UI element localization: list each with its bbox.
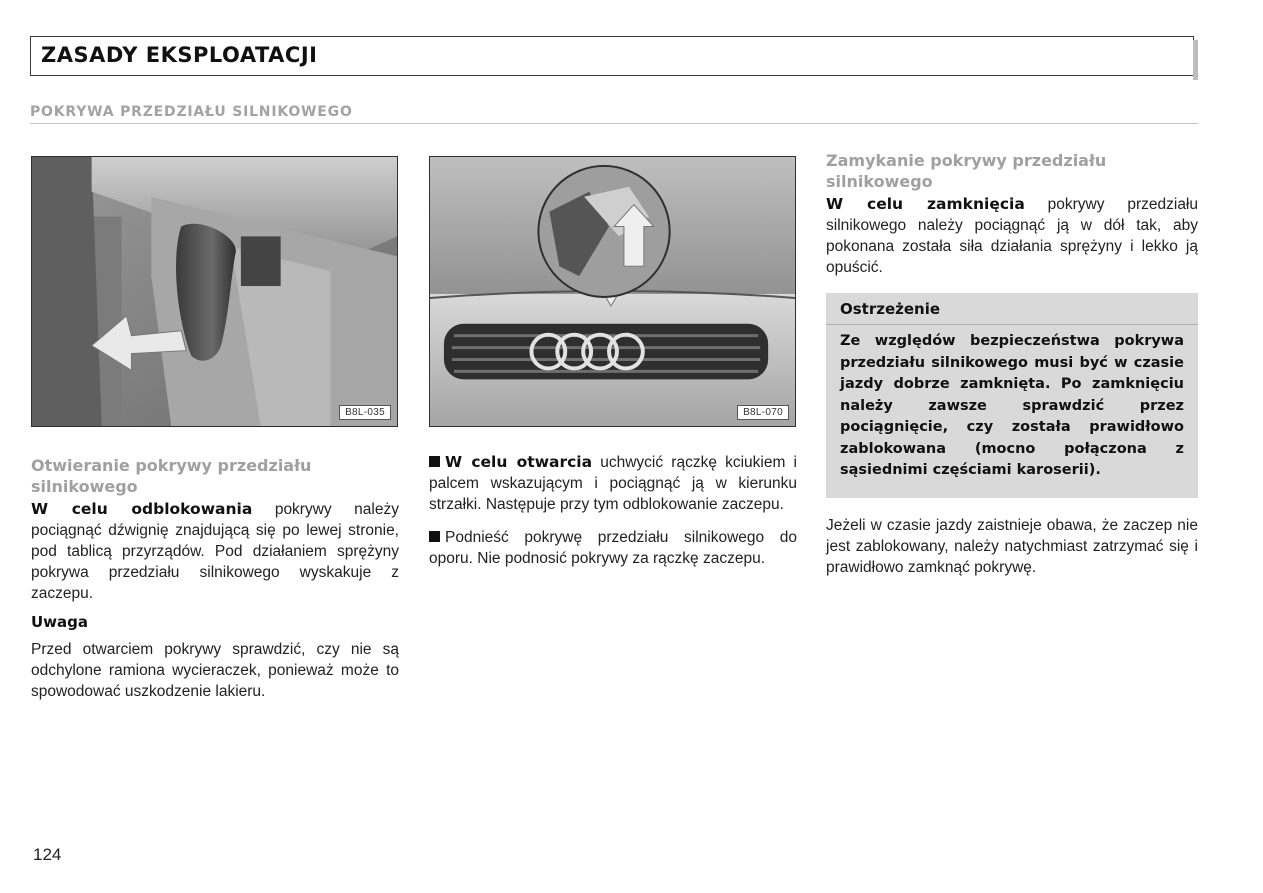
closing-text: Jeżeli w czasie jazdy zaistnieje obawa, że zaczep nie jest zablokowany, należy natychmiast zatrzymać się i prawidłowo zamknąć pokrywę.: [826, 517, 1198, 576]
lead-bold: W celu odblokowania: [31, 500, 253, 518]
step1-bold: W celu otwarcia: [445, 453, 593, 471]
section-divider: [30, 123, 1198, 124]
warning-title: Ostrzeżenie: [840, 300, 941, 318]
step-2: [429, 527, 797, 569]
figure-label: B8L-035: [339, 405, 391, 420]
paragraph-unlock: [31, 499, 399, 604]
column-closing: [826, 150, 1198, 278]
warning-text: Ze względów bezpieczeństwa pokrywa przedziału silnikowego musi być w czasie jazdy dobrze zamknięta. Po zamknięciu należy zawsze sprawdzić przez pociągnięcie, czy została prawidłowo zablokowana (mocno połączona z sąsiednimi częściami karoserii).: [840, 333, 1184, 478]
bullet-icon: [429, 531, 440, 542]
figure-label: B8L-070: [737, 405, 789, 420]
heading-closing: Zamykanie pokrywy przedziału silnikowego: [826, 151, 1107, 191]
column-opening: [31, 455, 399, 702]
note-text: Przed otwarciem pokrywy sprawdzić, czy nie są odchylone ramiona wycieraczek, ponieważ może to spowodować uszkodzenie lakieru.: [31, 641, 399, 700]
lead-text: pokrywy należy pociągnąć dźwignię znajdującą się po lewej stronie, pod tablicą przyrządów. Pod działaniem sprężyny pokrywa przedziału silnikowego wyskakuje z zaczepu.: [31, 501, 399, 602]
chapter-header: [30, 36, 1194, 76]
header-shadow: [1193, 40, 1198, 80]
hood-latch-illustration: [430, 157, 795, 426]
step1-text: uchwycić rączkę kciukiem i palcem wskazującym i pociągnąć ją w kierunku strzałki. Następuje przy tym odblokowanie zaczepu.: [429, 454, 797, 513]
release-lever-illustration: [32, 157, 397, 426]
warning-box: [826, 293, 1198, 498]
figure-release-lever: [31, 156, 398, 427]
close-lead-bold: W celu zamknięcia: [826, 195, 1025, 213]
bullet-icon: [429, 456, 440, 467]
figure-hood-latch: [429, 156, 796, 427]
close-lead-text: pokrywy przedziału silnikowego należy pociągnąć ją w dół tak, aby pokonana została siła działania sprężyny i lekko ją opuścić.: [826, 196, 1198, 276]
page-number: 124: [33, 845, 62, 864]
step-1: [429, 452, 797, 515]
paragraph-close: [826, 194, 1198, 278]
section-title: POKRYWA PRZEDZIAŁU SILNIKOWEGO: [30, 104, 353, 120]
step2-text: Podnieść pokrywę przedziału silnikowego do oporu. Nie podnosić pokrywy za rączkę zaczepu.: [429, 529, 797, 567]
column-closing-note: [826, 515, 1198, 578]
heading-opening: Otwieranie pokrywy przedziału silnikowego: [31, 456, 312, 496]
note-title: Uwaga: [31, 613, 89, 631]
chapter-title: ZASADY EKSPLOATACJI: [41, 43, 318, 67]
column-steps: [429, 452, 797, 569]
warning-divider: [826, 324, 1198, 325]
